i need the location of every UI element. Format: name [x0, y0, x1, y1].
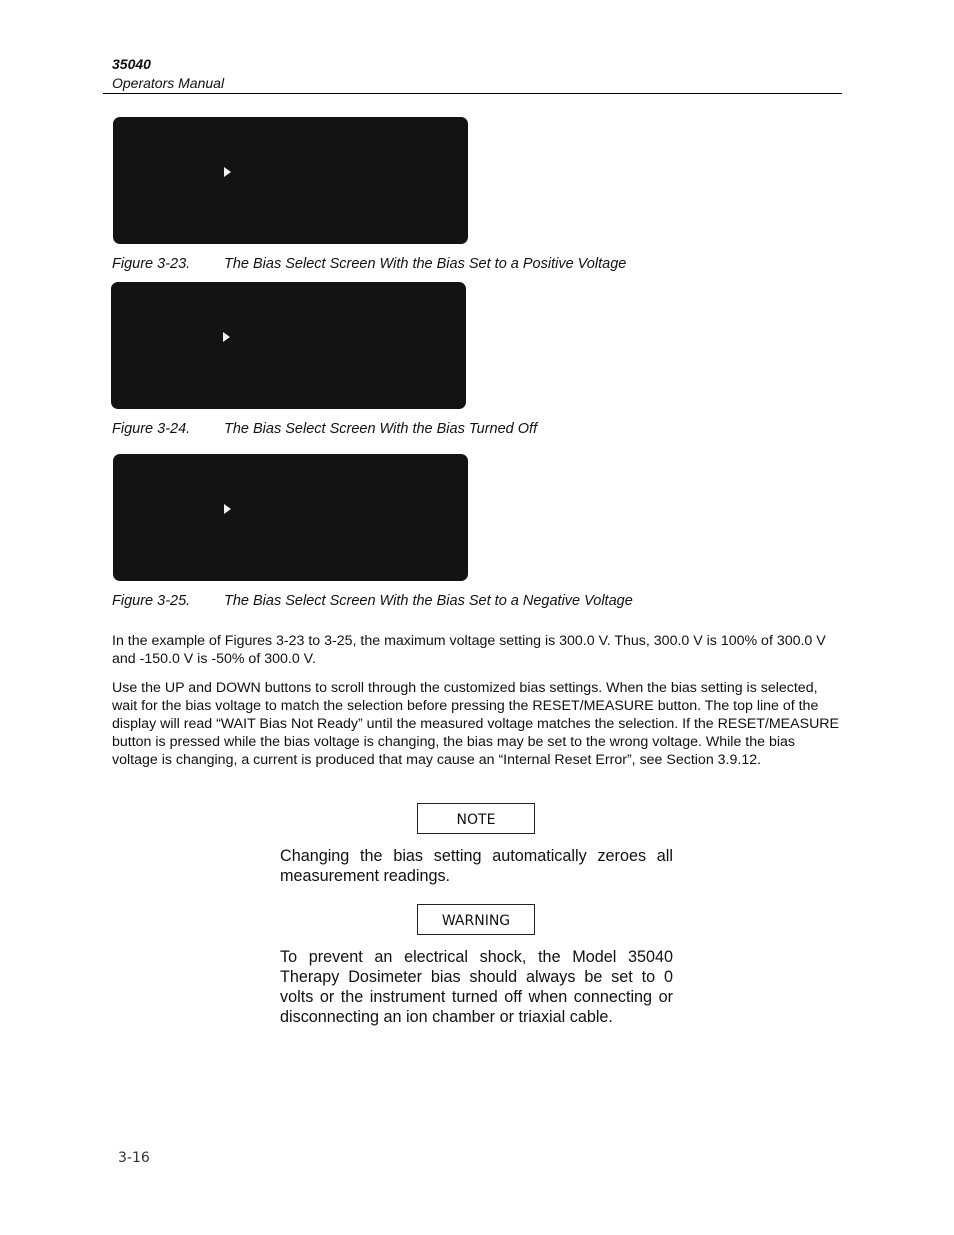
model-number: 35040	[112, 56, 151, 72]
warning-label: WARNING	[417, 904, 535, 935]
note-label: NOTE	[417, 803, 535, 834]
figure-caption-text: The Bias Select Screen With the Bias Set to a Negative Voltage	[224, 593, 633, 609]
body-paragraph: Use the UP and DOWN buttons to scroll through the customized bias settings. When the bias setting is selected, wait for the bias voltage to match the selection before pressing the RESET/MEASURE button. The top line of the display will read “WAIT Bias Not Ready” until the measured voltage matches the selection. If the RESET/MEASURE button is pressed while the bias voltage is changing, the bias may be set to the wrong voltage. While the bias voltage is changing, a current is produced that may cause an “Internal Reset Error”, see Section 3.9.12.	[112, 680, 840, 768]
figure-caption	[112, 421, 537, 437]
figure-caption	[112, 256, 626, 272]
selection-cursor-icon	[223, 332, 230, 342]
header-rule	[103, 93, 842, 94]
figure-number: Figure 3-23.	[112, 256, 191, 272]
page-number: 3-16	[118, 1150, 150, 1166]
warning-text: To prevent an electrical shock, the Model 35040 Therapy Dosimeter bias should always be set to 0 volts or the instrument turned off when connecting or disconnecting an ion chamber or triaxial cable.	[280, 948, 673, 1026]
selection-cursor-icon	[224, 504, 231, 514]
figure-number: Figure 3-25.	[112, 593, 191, 609]
figure-caption	[112, 593, 633, 609]
lcd-screen-bias-off	[111, 282, 466, 409]
figure-number: Figure 3-24.	[112, 421, 191, 437]
lcd-screen-negative-bias	[113, 454, 468, 581]
manual-title: Operators Manual	[112, 75, 225, 91]
note-text: Changing the bias setting automatically zeroes all measurement readings.	[280, 847, 673, 885]
lcd-screen-positive-bias	[113, 117, 468, 244]
body-paragraph: In the example of Figures 3-23 to 3-25, the maximum voltage setting is 300.0 V. Thus, 300.0 V is 100% of 300.0 V and -150.0 V is -50% of 300.0 V.	[112, 633, 826, 667]
figure-caption-text: The Bias Select Screen With the Bias Set to a Positive Voltage	[224, 256, 627, 272]
selection-cursor-icon	[224, 167, 231, 177]
figure-caption-text: The Bias Select Screen With the Bias Turned Off	[224, 421, 538, 437]
